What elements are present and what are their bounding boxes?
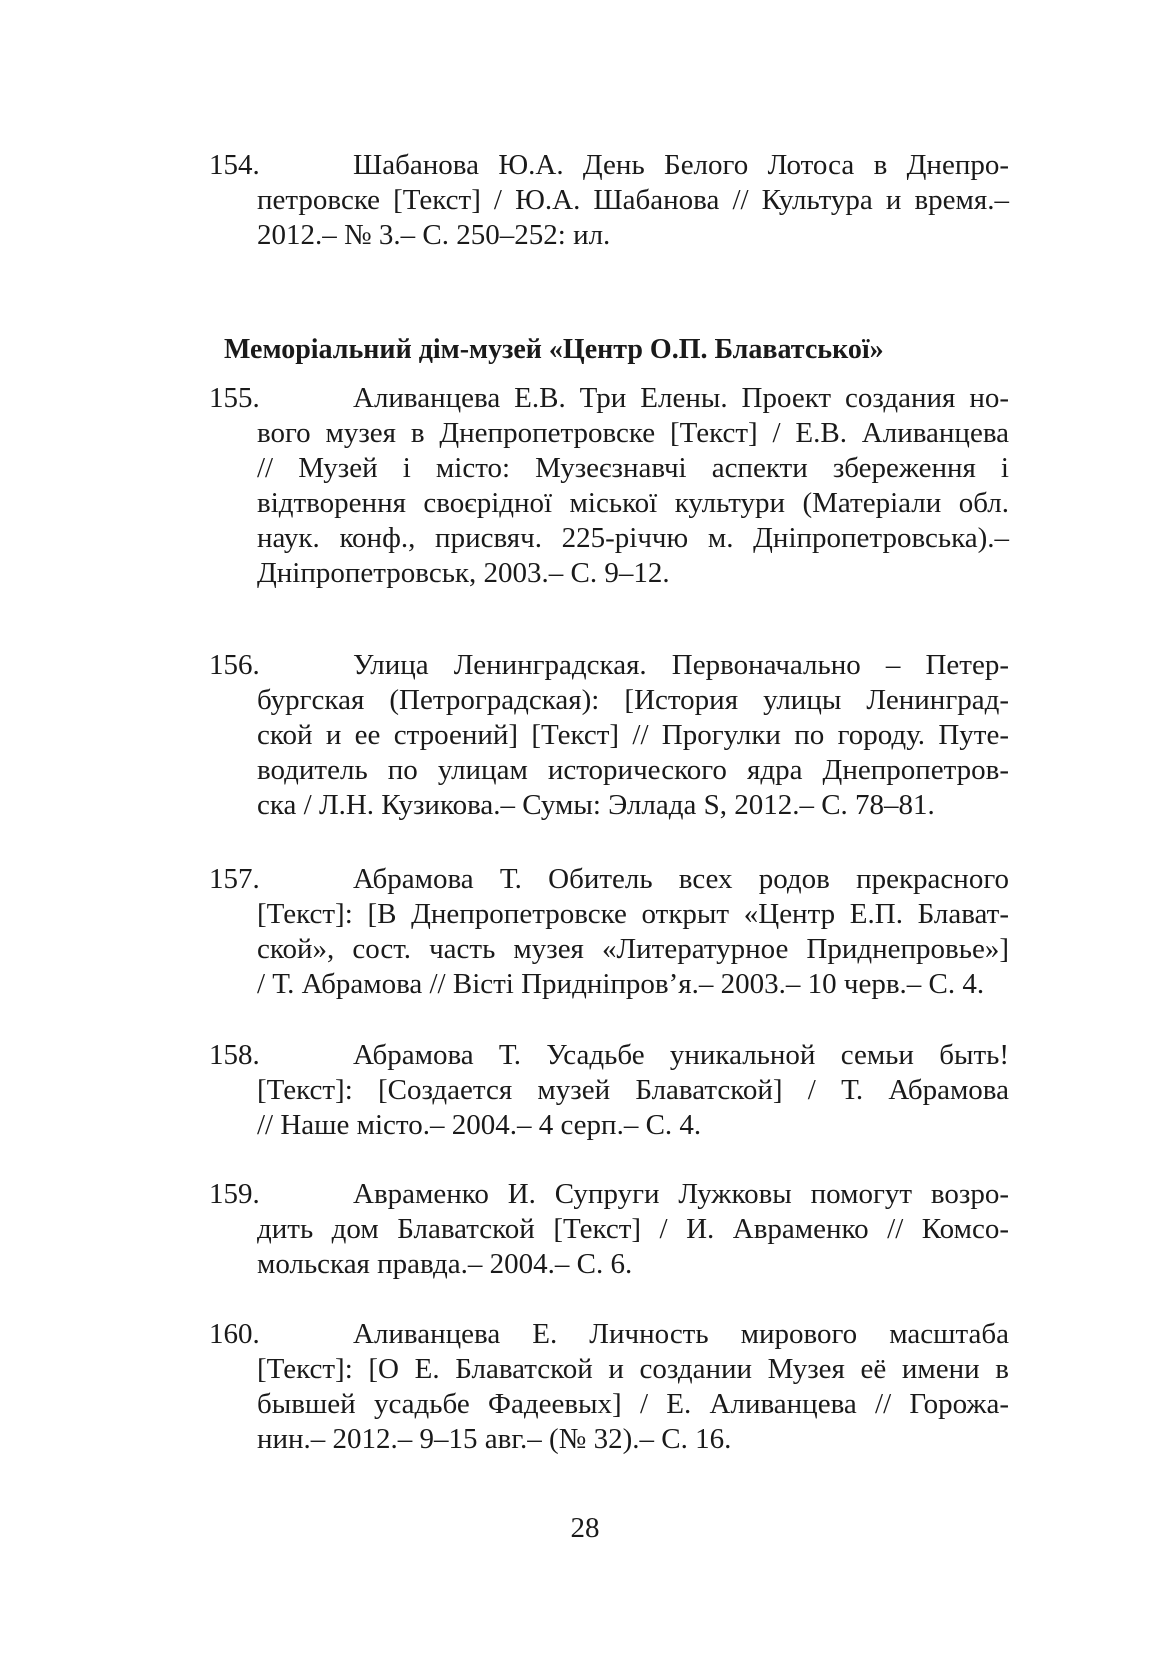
entry-text-line: Абрамова Т. Обитель всех родов прекрасного [353, 863, 1009, 895]
entry-text-line: нин.– 2012.– 9–15 авг.– (№ 32).– С. 16. [257, 1423, 732, 1455]
entry-number: 156. [209, 649, 260, 681]
entry-text-line: ской», сост. часть музея «Литературное Приднепровье»] [257, 933, 1009, 965]
entry-text-line: / Т. Абрамова // Вісті Придніпров’я.– 2003.– 10 черв.– С. 4. [257, 968, 985, 1000]
entry-text-line: Аливанцева Е. Личность мирового масштаба [353, 1318, 1009, 1350]
entry-text-line: // Наше місто.– 2004.– 4 серп.– С. 4. [257, 1109, 702, 1141]
entry-text-line: ской и ее строений] [Текст] // Прогулки по городу. Путе- [257, 719, 1009, 751]
entry-text-line: наук. конф., присвяч. 225-річчю м. Дніпропетровська).– [257, 522, 1009, 554]
entry-text-line: Шабанова Ю.А. День Белого Лотоса в Днепро- [353, 149, 1009, 181]
entry-first-line [209, 862, 1009, 897]
entry-text-line: [Текст]: [В Днепропетровске открыт «Центр Е.П. Блават- [257, 898, 1009, 930]
entry-text-line: водитель по улицам исторического ядра Днепропетров- [257, 754, 1009, 786]
entry-first-line [209, 1317, 1009, 1352]
entry-text-line: [Текст]: [О Е. Блаватской и создании Музея её имени в [257, 1353, 1009, 1385]
entry-text-line: дить дом Блаватской [Текст] / И. Авраменко // Комсо- [257, 1213, 1009, 1245]
entry-text-line: мольская правда.– 2004.– С. 6. [257, 1248, 633, 1280]
entry-first-line [209, 648, 1009, 683]
bibliography-entry-156 [209, 648, 1009, 823]
entry-number: 155. [209, 382, 260, 414]
entry-first-line [209, 1038, 1009, 1073]
entry-first-line [209, 148, 1009, 183]
entry-text-line: Аливанцева Е.В. Три Елены. Проект создания но- [353, 382, 1009, 414]
entry-text-line: Авраменко И. Супруги Лужковы помогут возро- [353, 1178, 1009, 1210]
entry-text-line: // Музей і місто: Музеєзнавчі аспекти збереження і [257, 452, 1009, 484]
entry-number: 158. [209, 1039, 260, 1071]
entry-number: 159. [209, 1178, 260, 1210]
bibliography-entry-157 [209, 862, 1009, 1002]
entry-text-line: Абрамова Т. Усадьбе уникальной семьи быть! [353, 1039, 1009, 1071]
entry-first-line [209, 1177, 1009, 1212]
entry-text-line: бывшей усадьбе Фадеевых] / Е. Аливанцева // Горожа- [257, 1388, 1009, 1420]
entry-text-line: [Текст]: [Создается музей Блаватской] / Т. Абрамова [257, 1074, 1009, 1106]
section-heading: Меморіальний дім-музей «Центр О.П. Блаватської» [224, 334, 884, 365]
entry-text-line: Улица Ленинградская. Первоначально – Петер- [353, 649, 1009, 681]
entry-text-line: відтворення своєрідної міської культури (Матеріали обл. [257, 487, 1009, 519]
entry-text-line: ска / Л.Н. Кузикова.– Сумы: Эллада S, 2012.– С. 78–81. [257, 789, 935, 821]
bibliography-entry-158 [209, 1038, 1009, 1143]
bibliography-entry-155 [209, 381, 1009, 591]
bibliography-entry-154 [209, 148, 1009, 253]
entry-number: 160. [209, 1318, 260, 1350]
entry-text-line: Дніпропетровськ, 2003.– С. 9–12. [257, 557, 670, 589]
entry-text-line: 2012.– № 3.– С. 250–252: ил. [257, 219, 611, 251]
bibliography-entry-159 [209, 1177, 1009, 1282]
entry-text-line: вого музея в Днепропетровске [Текст] / Е.В. Аливанцева [257, 417, 1009, 449]
entry-number: 157. [209, 863, 260, 895]
page-number: 28 [570, 1512, 600, 1544]
entry-first-line [209, 381, 1009, 416]
entry-number: 154. [209, 149, 260, 181]
bibliography-entry-160 [209, 1317, 1009, 1457]
entry-text-line: петровске [Текст] / Ю.А. Шабанова // Культура и время.– [257, 184, 1009, 216]
entry-text-line: бургская (Петроградская): [История улицы Ленинград- [257, 684, 1009, 716]
